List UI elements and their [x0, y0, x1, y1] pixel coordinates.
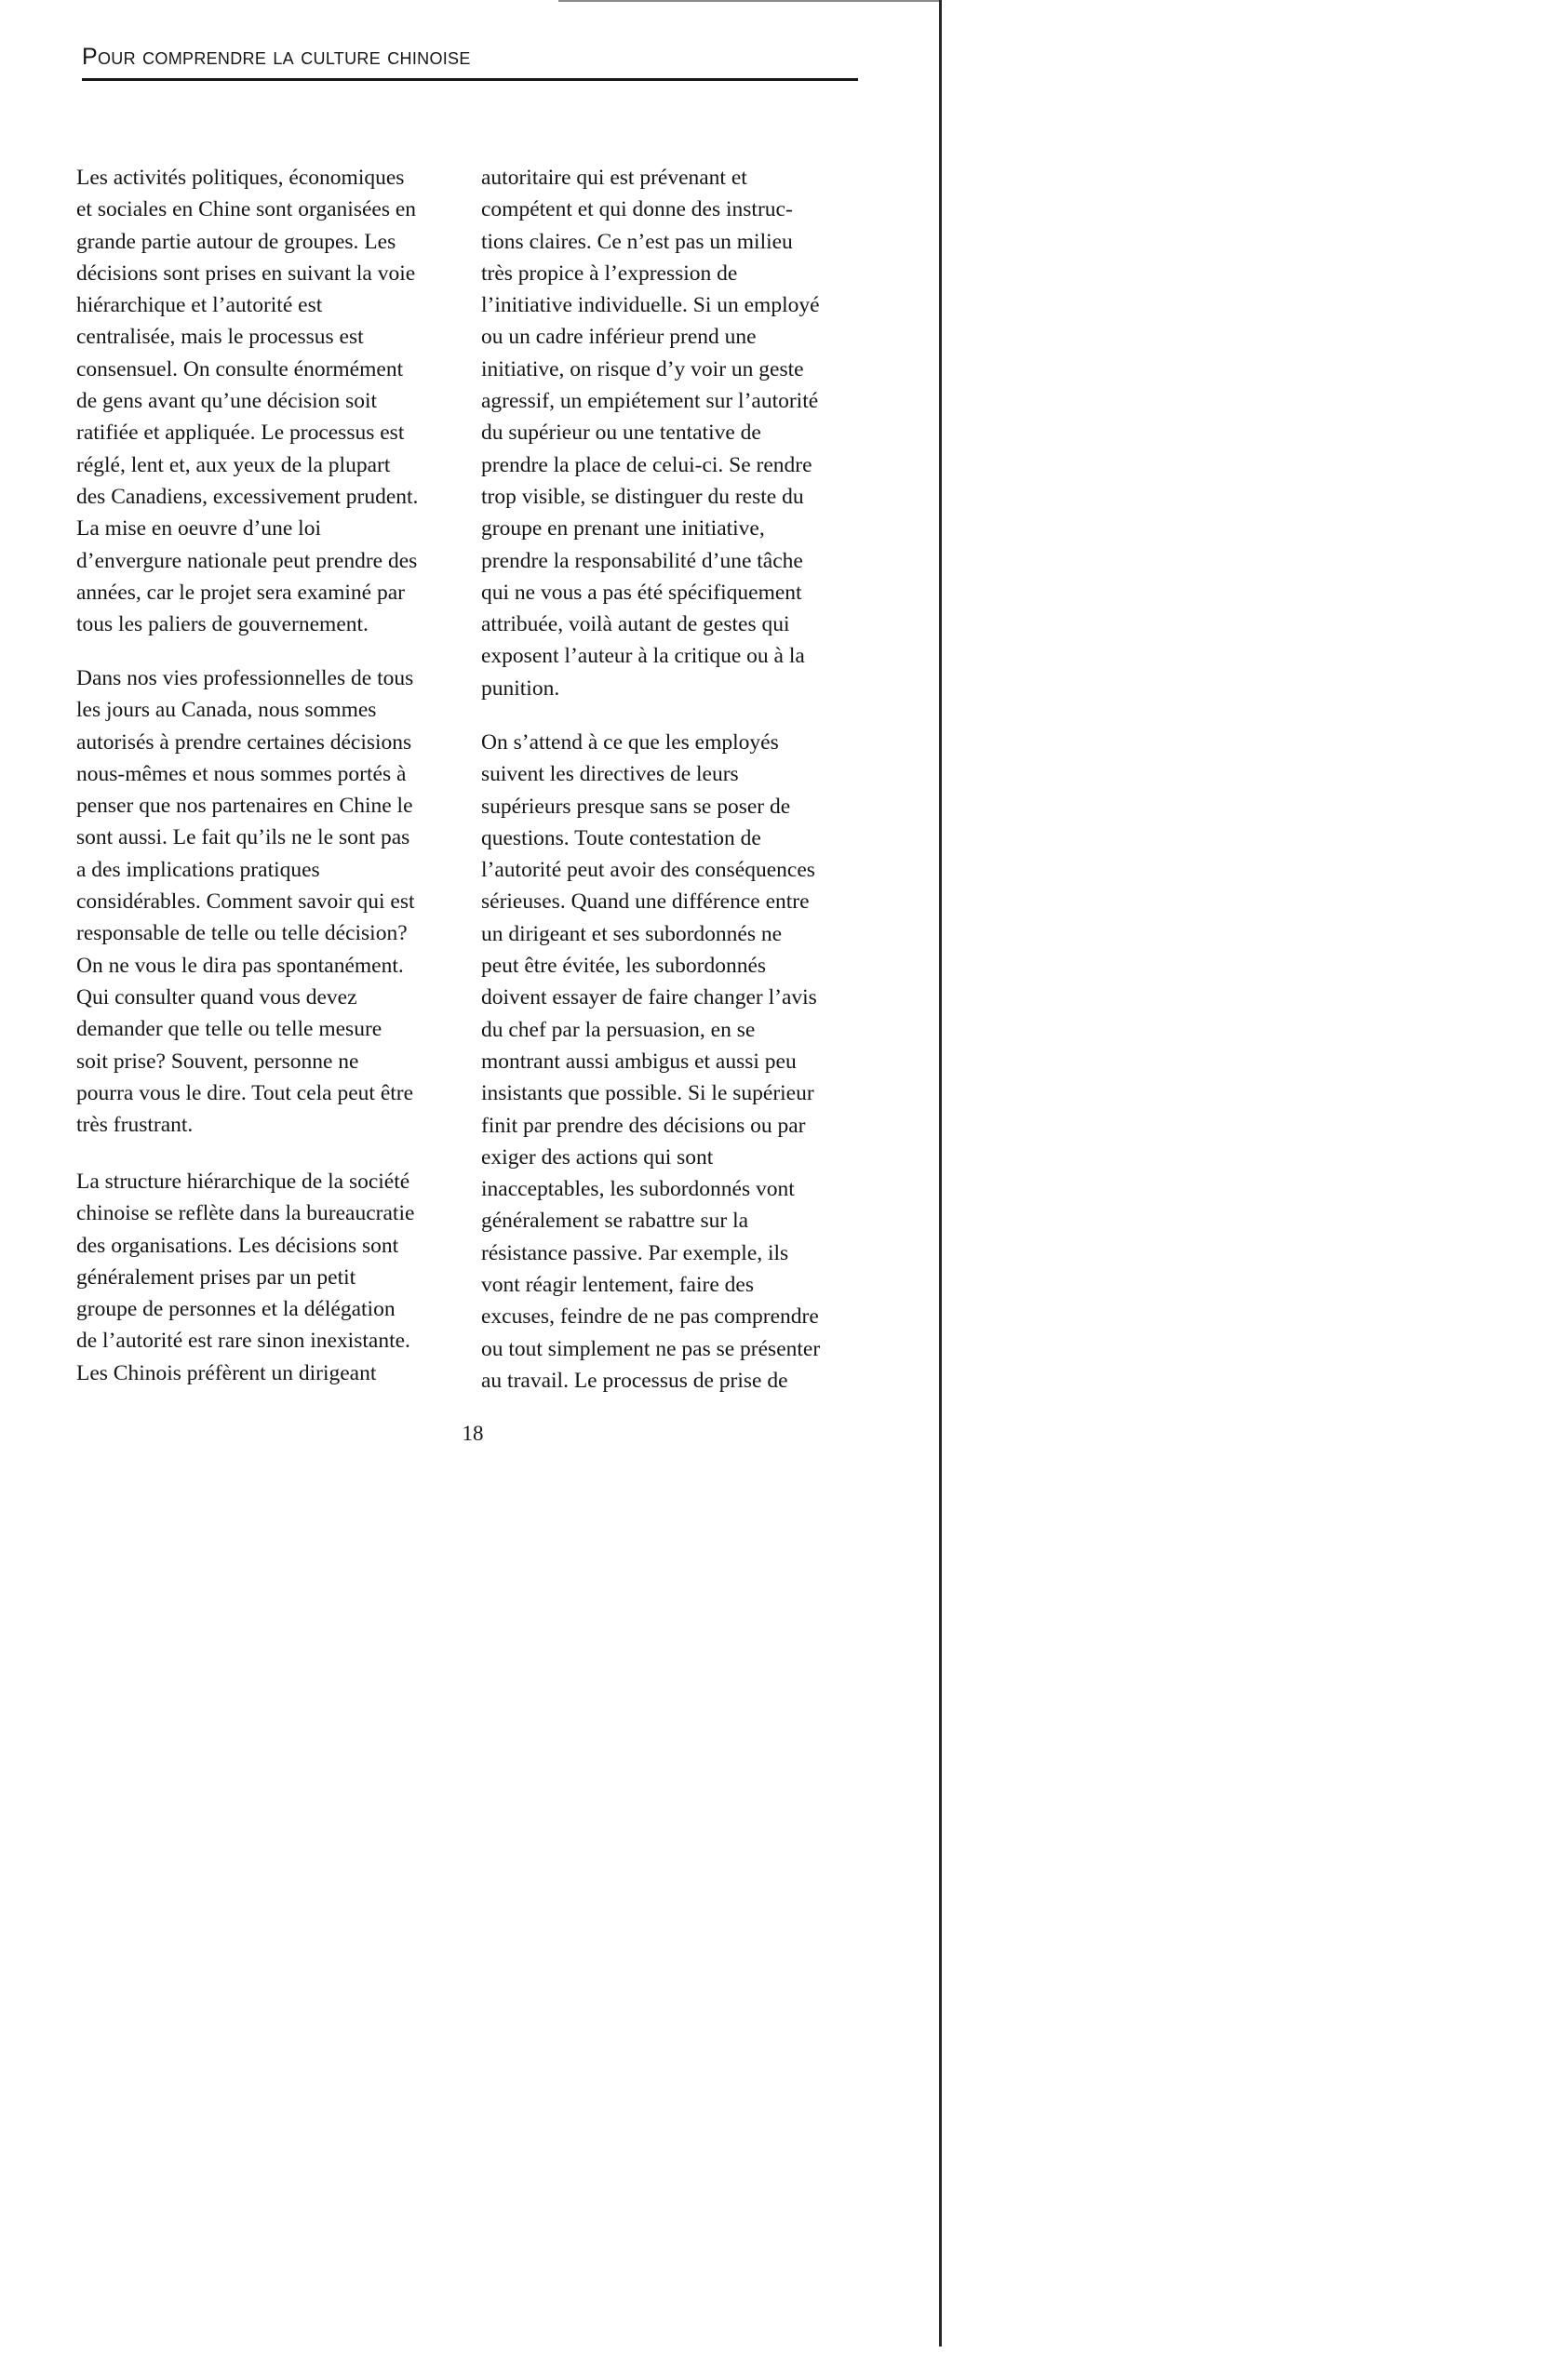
text-line: compétent et qui donne des instruc- — [481, 197, 793, 222]
page-edge-top — [558, 0, 942, 2]
text-line: Dans nos vies professionnelles de tous — [76, 666, 414, 690]
text-line: exposent l’auteur à la critique ou à la — [481, 644, 805, 669]
text-line: a des implications pratiques — [76, 857, 320, 882]
text-line: Les Chinois préfèrent un dirigeant — [76, 1360, 377, 1385]
text-line: questions. Toute contestation de — [481, 825, 761, 850]
page-number: 18 — [462, 1422, 484, 1445]
text-line: hiérarchique et l’autorité est — [76, 293, 323, 318]
text-line: On ne vous le dira pas spontanément. — [76, 953, 404, 978]
text-line: groupe de personnes et la délégation — [76, 1297, 396, 1322]
paragraph — [76, 1166, 467, 1389]
text-line: réglé, lent et, aux yeux de la plupart — [76, 452, 391, 477]
text-line: du supérieur ou une tentative de — [481, 421, 761, 446]
text-line: ou tout simplement ne pas se présenter — [481, 1336, 821, 1361]
text-line: insistants que possible. Si le supérieur — [481, 1081, 814, 1106]
text-line: des organisations. Les décisions sont — [76, 1233, 399, 1258]
text-line: prendre la place de celui-ci. Se rendre — [481, 452, 812, 477]
text-line: de gens avant qu’une décision soit — [76, 389, 378, 414]
text-line: responsable de telle ou telle décision? — [76, 921, 408, 946]
text-line: suivent les directives de leurs — [481, 762, 739, 787]
text-line: La mise en oeuvre d’une loi — [76, 516, 321, 542]
text-line: qui ne vous a pas été spécifiquement — [481, 580, 802, 605]
paragraph — [76, 662, 467, 1141]
header-rule — [82, 78, 858, 81]
text-line: groupe en prenant une initiative, — [481, 516, 765, 542]
text-line: années, car le projet sera examiné par — [76, 580, 405, 605]
text-line: au travail. Le processus de prise de — [481, 1368, 788, 1393]
left-column — [76, 162, 467, 640]
right-column — [481, 162, 872, 704]
text-line: inacceptables, les subordonnés vont — [481, 1177, 795, 1202]
text-line: consensuel. On consulte énormément — [76, 356, 404, 381]
text-line: punition. — [481, 675, 560, 701]
paragraph — [481, 162, 872, 704]
text-line: centralisée, mais le processus est — [76, 325, 364, 350]
text-line: du chef par la persuasion, en se — [481, 1017, 756, 1042]
text-line: ratifiée et appliquée. Le processus est — [76, 421, 405, 446]
text-line: des Canadiens, excessivement prudent. — [76, 484, 419, 509]
text-line: soit prise? Souvent, personne ne — [76, 1049, 359, 1074]
text-line: finit par prendre des décisions ou par — [481, 1113, 806, 1138]
text-line: d’envergure nationale peut prendre des — [76, 548, 418, 573]
text-line: Les activités politiques, économiques — [76, 166, 405, 190]
text-line: agressif, un empiétement sur l’autorité — [481, 389, 819, 414]
text-line: ou un cadre inférieur prend une — [481, 325, 757, 350]
text-line: attribuée, voilà autant de gestes qui — [481, 612, 790, 637]
running-header: Pour comprendre la culture chinoise — [82, 44, 471, 70]
text-line: chinoise se reflète dans la bureaucratie — [76, 1201, 415, 1226]
text-line: supérieurs presque sans se poser de — [481, 794, 791, 819]
text-line: autorisés à prendre certaines décisions — [76, 729, 412, 755]
text-line: trop visible, se distinguer du reste du — [481, 484, 804, 509]
text-line: pourra vous le dire. Tout cela peut être — [76, 1080, 414, 1105]
text-line: généralement se rabattre sur la — [481, 1209, 749, 1234]
paragraph — [76, 162, 467, 640]
text-line: sérieuses. Quand une différence entre — [481, 889, 810, 915]
text-line: résistance passive. Par exemple, ils — [481, 1240, 789, 1265]
text-line: grande partie autour de groupes. Les — [76, 229, 396, 254]
text-line: nous-mêmes et nous sommes portés à — [76, 761, 407, 786]
text-line: prendre la responsabilité d’une tâche — [481, 548, 803, 573]
right-column-paragraph-2 — [481, 727, 872, 1397]
text-line: généralement prises par un petit — [76, 1264, 356, 1290]
text-line: penser que nos partenaires en Chine le — [76, 794, 413, 819]
text-line: très frustrant. — [76, 1113, 194, 1138]
text-line: Qui consulter quand vous devez — [76, 984, 357, 1009]
page-edge-right — [939, 0, 942, 2347]
text-line: autoritaire qui est prévenant et — [481, 166, 747, 190]
text-line: et sociales en Chine sont organisées en — [76, 197, 417, 222]
left-column-paragraph-3 — [76, 1166, 467, 1389]
text-line: considérables. Comment savoir qui est — [76, 889, 415, 915]
text-line: un dirigeant et ses subordonnés ne — [481, 921, 783, 946]
text-line: de l’autorité est rare sinon inexistante. — [76, 1329, 410, 1354]
text-line: les jours au Canada, nous sommes — [76, 698, 377, 723]
text-line: doivent essayer de faire changer l’avis — [481, 985, 817, 1010]
text-line: On s’attend à ce que les employés — [481, 730, 779, 755]
text-line: La structure hiérarchique de la société — [76, 1170, 410, 1194]
text-line: tions claires. Ce n’est pas un milieu — [481, 229, 793, 254]
text-line: décisions sont prises en suivant la voie — [76, 261, 416, 286]
text-line: l’autorité peut avoir des conséquences — [481, 858, 815, 883]
text-line: tous les paliers de gouvernement. — [76, 612, 369, 637]
paragraph — [481, 727, 872, 1397]
text-line: montrant aussi ambigus et aussi peu — [481, 1049, 797, 1074]
text-line: sont aussi. Le fait qu’ils ne le sont pas — [76, 825, 410, 850]
text-line: très propice à l’expression de — [481, 261, 738, 286]
text-line: initiative, on risque d’y voir un geste — [481, 356, 804, 381]
text-line: l’initiative individuelle. Si un employé — [481, 293, 820, 318]
text-line: exiger des actions qui sont — [481, 1144, 714, 1170]
text-line: peut être évitée, les subordonnés — [481, 954, 767, 979]
text-line: excuses, feindre de ne pas comprendre — [481, 1304, 819, 1330]
text-line: demander que telle ou telle mesure — [76, 1017, 382, 1042]
left-column-paragraph-2 — [76, 662, 467, 1141]
text-line: vont réagir lentement, faire des — [481, 1273, 754, 1298]
